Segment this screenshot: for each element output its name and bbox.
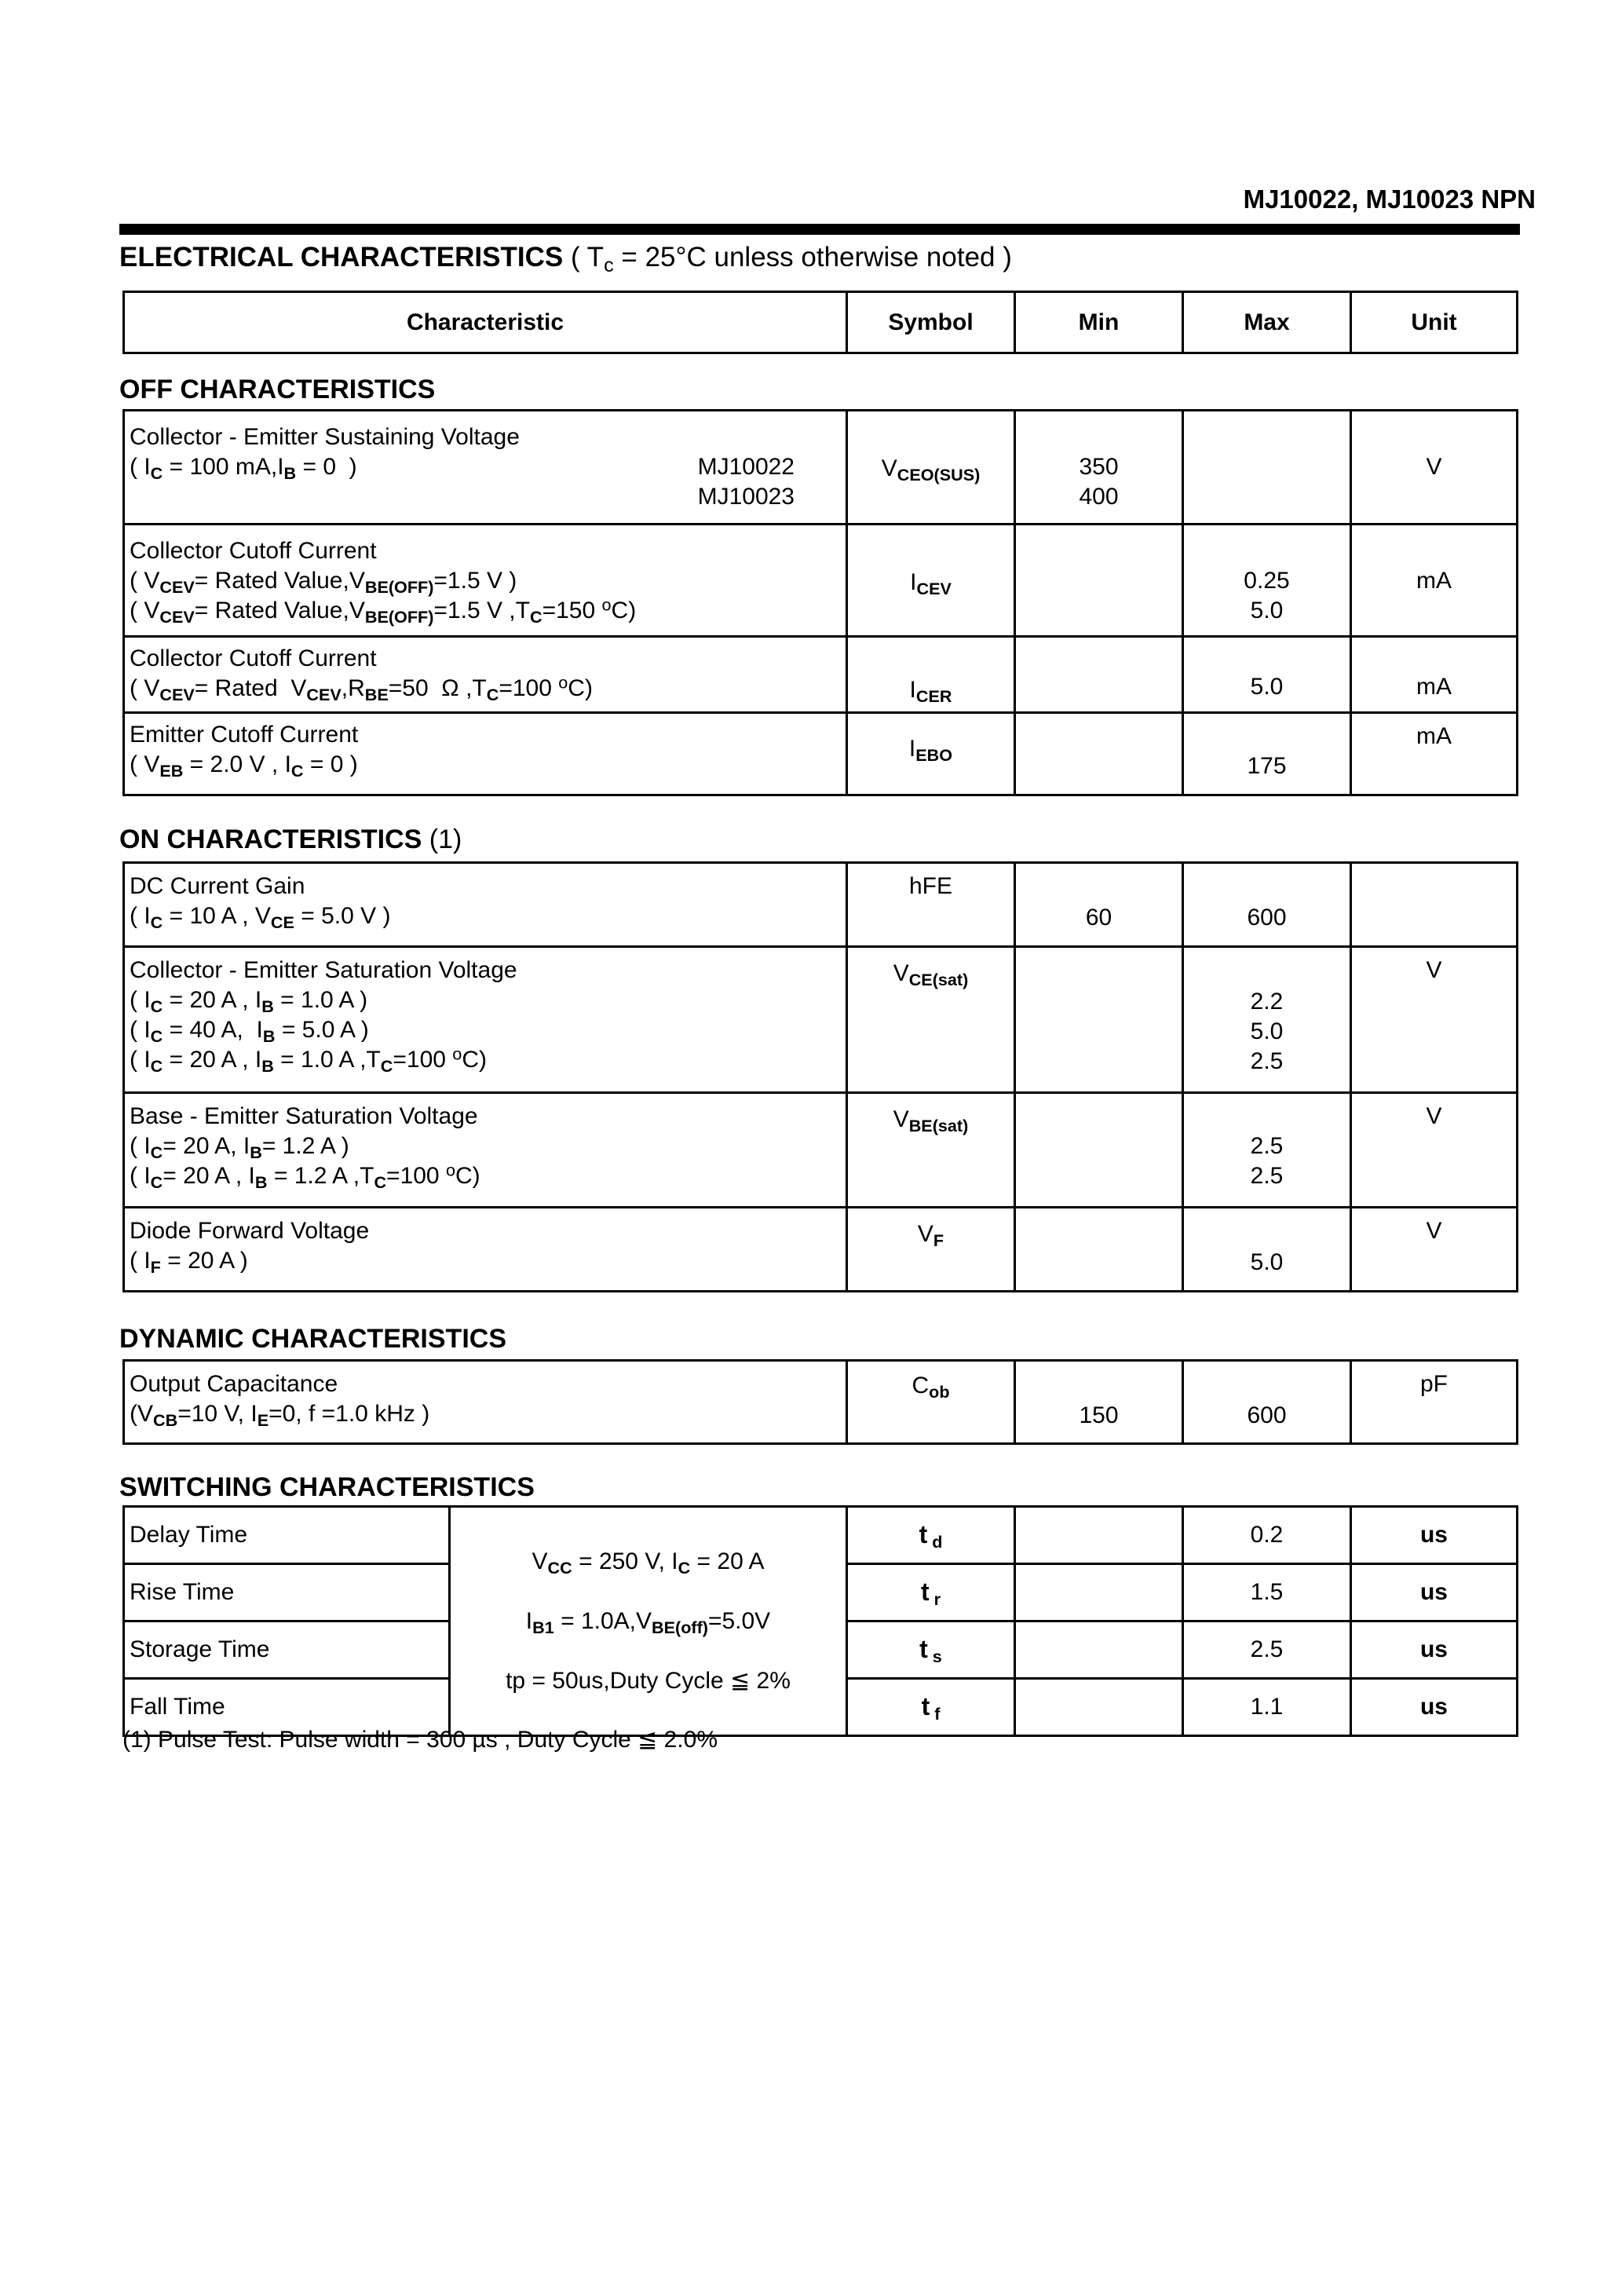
table-row: Base - Emitter Saturation Voltage ( $I_C= 20$ A, $I_B= 1.2$ A ) ( $I_C= 20$ A , $I_B = 1.2$ A $,T_C=100$ $^o$C) $V_{BE(sat)}$ 2.5 2.5 V	[124, 1093, 1518, 1208]
table-row: Diode Forward Voltage ( $I_F = 20$ A ) $V_F$ 5.0 V	[124, 1208, 1518, 1292]
table-row: Storage Time t $_s$ 2.5 us	[124, 1621, 1518, 1679]
table-row: Emitter Cutoff Current ( $V_{EB} = 2.0$ V , $I_C = 0$ ) $I_{EBO}$ 175 mA	[124, 713, 1518, 795]
symbol-tf: t $_f$	[847, 1679, 1015, 1736]
header-rule	[119, 224, 1520, 235]
col-max: Max	[1183, 292, 1351, 353]
symbol-vceo: $V_{CEO(SUS)}$	[847, 411, 1015, 525]
symbol-vbesat: $V_{BE(sat)}$	[847, 1093, 1015, 1208]
col-min: Min	[1015, 292, 1183, 353]
page-title: ELECTRICAL CHARACTERISTICS ( $T_c = 25^\circ C$ unless otherwise noted )	[119, 242, 1012, 277]
symbol-hfe: hFE	[847, 863, 1015, 947]
symbol-ts: t $_s$	[847, 1621, 1015, 1679]
column-header-table	[122, 291, 1518, 354]
symbol-vcesat: $V_{CE(sat)}$	[847, 947, 1015, 1093]
footnote: (1) Pulse Test: Pulse width = 300 µs , Duty Cycle ≦ 2.0%	[122, 1727, 718, 1753]
table-row: Delay Time $V_{CC} = 250$ V, $I_C = 20$ A $I_{B1} = 1.0A,V_{BE(off)}=5.0V$ tp = 50us,Duty Cycle ≦ 2% t $_d$ 0.2 us	[124, 1507, 1518, 1564]
symbol-iebo: $I_{EBO}$	[847, 713, 1015, 795]
table-row: Rise Time t $_r$ 1.5 us	[124, 1564, 1518, 1621]
switching-characteristics-table	[122, 1505, 1518, 1737]
section-off-title: OFF CHARACTERISTICS	[119, 375, 436, 404]
switching-test-conditions: $V_{CC} = 250$ V, $I_C = 20$ A $I_{B1} = 1.0A,V_{BE(off)}=5.0V$ tp = 50us,Duty Cycle ≦ 2%	[450, 1507, 847, 1736]
symbol-vf: $V_F$	[847, 1208, 1015, 1292]
off-characteristics-table	[122, 409, 1518, 796]
table-row: Collector Cutoff Current ( $V_{CEV}=$ Rated $Value,V_{BE(OFF)}=1.5$ V ) ( $V_{CEV}=$ Rated $Value,V_{BE(OFF)}=1.5$ V $,T_C=150$ $^o$C) $I_{CEV}$ 0.25 5.0 mA	[124, 525, 1518, 637]
on-characteristics-table	[122, 861, 1518, 1292]
col-unit: Unit	[1351, 292, 1518, 353]
section-on-title: ON CHARACTERISTICS (1)	[119, 824, 462, 854]
symbol-cob: $C_{ob}$	[847, 1361, 1015, 1444]
table-row: Fall Time t $_f$ 1.1 us	[124, 1679, 1518, 1736]
symbol-tr: t $_r$	[847, 1564, 1015, 1621]
section-dynamic-title: DYNAMIC CHARACTERISTICS	[119, 1324, 506, 1354]
table-row: Output Capacitance ($V_{CB}=10$ V, $I_E=0$, f =1.0 kHz ) $C_{ob}$ 150 600 pF	[124, 1361, 1518, 1444]
symbol-icev: $I_{CEV}$	[847, 525, 1015, 637]
table-row: Collector - Emitter Sustaining Voltage ( $I_C = 100$ $mA,I_B = 0$ ) MJ10022 MJ10023 $V_{CEO(SUS)}$ 350 400 V	[124, 411, 1518, 525]
part-number-header: MJ10022, MJ10023 NPN	[1243, 185, 1536, 214]
section-switching-title: SWITCHING CHARACTERISTICS	[119, 1472, 535, 1502]
symbol-td: t $_d$	[847, 1507, 1015, 1564]
dynamic-characteristics-table	[122, 1359, 1518, 1445]
table-row: DC Current Gain ( $I_C = 10$ A , $V_{CE} = 5.0$ V ) hFE 60 600	[124, 863, 1518, 947]
table-row: Collector Cutoff Current ( $V_{CEV}=$ Rated $V_{CEV},R_{BE}=50$ Ω $,T_C=100$ $^o$C) $I_{CER}$ 5.0 mA	[124, 637, 1518, 713]
col-symbol: Symbol	[847, 292, 1015, 353]
col-characteristic: Characteristic	[124, 292, 847, 353]
table-row: Collector - Emitter Saturation Voltage ( $I_C = 20$ A , $I_B = 1.0$ A ) ( $I_C = 40$ A, $I_B = 5.0$ A ) ( $I_C = 20$ A , $I_B = 1.0$ A $,T_C=100$ $^o$C) $V_{CE(sat)}$ 2.2 5.0 2.5 V	[124, 947, 1518, 1093]
symbol-icer: $I_{CER}$	[847, 637, 1015, 713]
